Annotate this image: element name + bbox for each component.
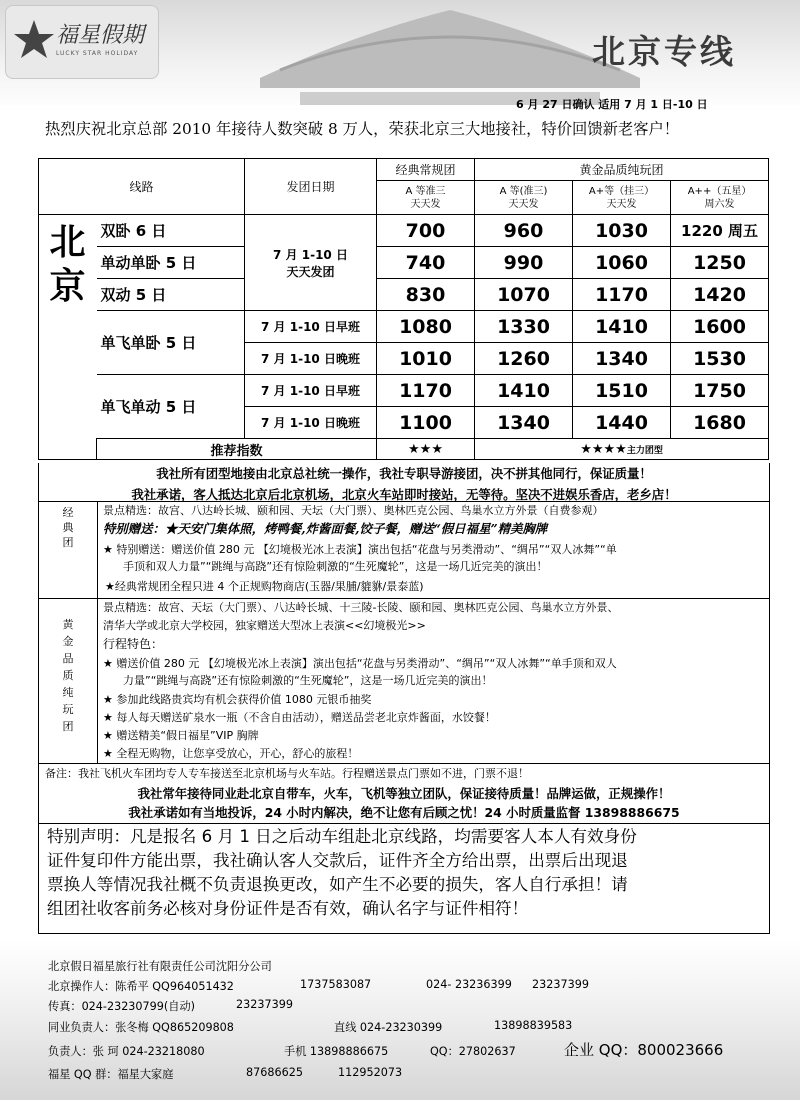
label-char: 典 <box>62 521 74 534</box>
city-char-2: 京 <box>49 266 86 307</box>
city-char-1: 北 <box>49 222 86 263</box>
gold-feature: ★ 赠送精美“假日福星”VIP 胸牌 <box>103 729 259 742</box>
classic-label <box>39 505 97 550</box>
price-cell: 1420 <box>671 279 769 311</box>
route-name: 双卧 6 日 <box>97 215 245 247</box>
label-char: 质 <box>62 669 74 682</box>
col-gold: 黄金品质纯玩团 <box>475 159 769 181</box>
section-divider <box>97 501 98 598</box>
declaration-box <box>38 823 770 934</box>
gold-spots: 景点精选：故宫、天坛（大门票）、八达岭长城、十三陵-长陵、颐和园、奥林匹克公园、鸟巢水立方外景、 <box>103 601 619 614</box>
gold-label <box>39 616 97 735</box>
date-line: 天天发团 <box>286 264 335 279</box>
declaration-line: 组团社收客前务必核对身份证件是否有效，确认名字与证件相符！ <box>47 899 529 918</box>
fax-label: 传真：024-23230799(自动) <box>48 1000 196 1013</box>
label-char: 经 <box>62 506 74 519</box>
headline: 热烈庆祝北京总部 2010 年接待人数突破 8 万人，荣获北京三大地接社，特价回馈新老客户！ <box>45 120 680 138</box>
price-cell: 1170 <box>377 375 475 407</box>
price-cell: 1340 <box>573 343 671 375</box>
classic-show-line: ★ 特别赠送：赠送价值 280 元 【幻境极光冰上表演】演出包括“花盘与另类滑动”、“绸吊”“双人冰舞”“单 <box>103 543 617 556</box>
sub-header-cell <box>377 181 475 215</box>
gold-spots: 清华大学或北京大学校园，独家赠送大型冰上表演<<幻境极光>> <box>103 619 426 632</box>
classic-section <box>38 501 770 599</box>
date-line: 7 月 1-10 日 <box>273 247 348 262</box>
route-name: 单飞单卧 5 日 <box>97 311 245 375</box>
star-logo-icon <box>12 18 56 62</box>
date-group <box>245 215 377 311</box>
operator-label: 北京操作人：陈希平 QQ964051432 <box>48 980 234 993</box>
date-cell: 7 月 1-10 日早班 <box>245 375 377 407</box>
gold-feature: ★ 赠送价值 280 元 【幻境极光冰上表演】演出包括“花盘与另类滑动”、“绸吊”“双人冰舞”“单手顶和双人 <box>103 657 617 670</box>
classic-show-line: 手顶和双人力量”“跳绳与高跷”还有惊险刺激的“生死魔轮”，这是一场几近完美的演出！ <box>123 560 548 573</box>
schedule-label: 天天发 <box>508 198 539 210</box>
page-title: 北京专线 <box>592 32 736 71</box>
section-divider <box>97 598 98 763</box>
label-char: 金 <box>62 635 74 648</box>
price-cell: 740 <box>377 247 475 279</box>
gold-feature-title: 行程特色： <box>103 637 164 651</box>
group-number: 87686625 <box>246 1066 303 1079</box>
gold-section <box>38 598 770 764</box>
sub-header-cell <box>475 181 573 215</box>
operator-phone: 23237399 <box>532 978 589 991</box>
route-name: 双动 5 日 <box>97 279 245 311</box>
col-route: 线路 <box>39 159 245 215</box>
operator-phone: 024- 23236399 <box>426 978 512 991</box>
price-cell: 1260 <box>475 343 573 375</box>
city-cell <box>39 215 97 460</box>
gold-feature: ★ 每人每天赠送矿泉水一瓶（不含自由活动），赠送品尝老北京炸酱面，水饺餐！ <box>103 711 496 724</box>
route-name: 单动单卧 5 日 <box>97 247 245 279</box>
price-cell: 1440 <box>573 407 671 439</box>
label-char: 团 <box>62 720 74 733</box>
route-name: 单飞单动 5 日 <box>97 375 245 439</box>
grade-label: A 等(准三) <box>499 185 548 197</box>
peer-direct: 直线 024-23230399 <box>334 1021 443 1034</box>
price-cell: 1080 <box>377 311 475 343</box>
group-number: 112952073 <box>338 1066 403 1079</box>
group-label: 福星 QQ 群：福星大家庭 <box>48 1068 174 1081</box>
price-cell: 1010 <box>377 343 475 375</box>
price-cell: 1680 <box>671 407 769 439</box>
logo-text: 福星假期 <box>56 23 145 48</box>
grade-label: A+等（挂三） <box>588 185 655 197</box>
logo-subtitle: LUCKY STAR HOLIDAY <box>56 50 139 57</box>
classic-shops: ★经典常规团全程只进 4 个正规购物商店(玉器/果脯/貔貅/景泰蓝) <box>105 580 424 593</box>
price-cell: 1750 <box>671 375 769 407</box>
peer-label: 同业负责人：张冬梅 QQ865209808 <box>48 1021 234 1034</box>
label-char: 玩 <box>62 703 74 716</box>
date-cell: 7 月 1-10 日早班 <box>245 311 377 343</box>
rules-line: 我社所有团型地接由北京总社统一操作，我社专职导游接团，决不拼其他同行，保证质量！ <box>156 466 652 481</box>
chief-label: 负责人：张 珂 024-23218080 <box>48 1045 205 1058</box>
price-cell: 990 <box>475 247 573 279</box>
price-cell: 1530 <box>671 343 769 375</box>
sub-header-cell <box>671 181 769 215</box>
gold-feature: ★ 参加此线路贵宾均有机会获得价值 1080 元银币抽奖 <box>103 693 372 706</box>
label-char: 黄 <box>62 618 74 631</box>
recommend-gold <box>475 439 769 460</box>
grade-label: A 等准三 <box>405 185 446 197</box>
price-cell: 1170 <box>573 279 671 311</box>
price-cell: 830 <box>377 279 475 311</box>
grade-label: A++（五星） <box>687 185 752 197</box>
chief-qq: QQ：27802637 <box>430 1045 516 1058</box>
schedule-label: 周六发 <box>704 198 735 210</box>
recommend-label: 推荐指数 <box>97 439 377 460</box>
price-cell: 1330 <box>475 311 573 343</box>
price-cell: 1340 <box>475 407 573 439</box>
classic-spots: 景点精选：故宫、八达岭长城、颐和园、天坛（大门票）、奥林匹克公园、鸟巢水立方外景（自费参观） <box>103 504 604 517</box>
price-cell: 1060 <box>573 247 671 279</box>
classic-gift: 特别赠送：★天安门集体照，烤鸭餐,炸酱面餐,饺子餐，赠送“假日福星”精美胸牌 <box>103 521 548 536</box>
peer-mobile: 13898839583 <box>494 1019 573 1032</box>
company-name: 北京假日福星旅行社有限责任公司沈阳分公司 <box>48 960 272 973</box>
price-cell: 1600 <box>671 311 769 343</box>
declaration-line: 特别声明：凡是报名 6 月 1 日之后动车组赴北京线路，均需要客人本人有效身份 <box>47 827 637 846</box>
price-cell: 1250 <box>671 247 769 279</box>
price-cell: 1410 <box>475 375 573 407</box>
gold-feature: 力量”“跳绳与高跷”还有惊险刺激的“生死魔轮”，这是一场几近完美的演出！ <box>123 674 493 687</box>
price-cell: 1030 <box>573 215 671 247</box>
schedule-label: 天天发 <box>606 198 637 210</box>
price-cell: 1510 <box>573 375 671 407</box>
confirm-date: 6 月 27 日确认 适用 7 月 1 日-10 日 <box>516 98 708 111</box>
enterprise-qq: 企业 QQ：800023666 <box>564 1041 724 1059</box>
recommend-classic: ★★★ <box>377 439 475 460</box>
price-cell: 1410 <box>573 311 671 343</box>
notes-box <box>38 763 770 824</box>
chief-mobile: 手机 13898886675 <box>284 1045 389 1058</box>
gold-feature: ★ 全程无购物，让您享受放心，开心，舒心的旅程！ <box>103 747 359 760</box>
price-table <box>38 158 769 460</box>
price-cell: 700 <box>377 215 475 247</box>
declaration-line: 票换人等情况我社概不负责退换更改，如产生不必要的损失，客人自行承担！请 <box>47 875 628 894</box>
notes-line: 我社承诺如有当地投诉，24 小时内解决，绝不让您有后顾之忧！24 小时质量监督 13898886675 <box>128 805 680 820</box>
notes-line: 我社常年接待同业赴北京自带车，火车，飞机等独立团队，保证接待质量！品牌运做，正规操作！ <box>137 786 671 801</box>
sub-header-cell <box>573 181 671 215</box>
price-cell: 1070 <box>475 279 573 311</box>
remark: 备注：我社飞机火车团均专人专车接送至北京机场与火车站。行程赠送景点门票如不进，门票不退！ <box>45 767 529 780</box>
recommend-gold-note: 主力团型 <box>626 445 663 456</box>
col-classic: 经典常规团 <box>377 159 475 181</box>
palace-roof-graphic <box>260 0 640 105</box>
label-char: 团 <box>62 536 74 549</box>
declaration-line: 证件复印件方能出票，我社确认客人交款后，证件齐全方给出票，出票后出现退 <box>47 851 628 870</box>
fax-number: 23237399 <box>236 998 293 1011</box>
rules-box <box>38 463 770 502</box>
col-date: 发团日期 <box>245 159 377 215</box>
label-char: 品 <box>62 652 74 665</box>
operator-phone: 1737583087 <box>300 978 372 991</box>
price-cell: 1220 周五 <box>671 215 769 247</box>
date-cell: 7 月 1-10 日晚班 <box>245 407 377 439</box>
price-cell: 960 <box>475 215 573 247</box>
price-cell: 1100 <box>377 407 475 439</box>
rules-line: 我社承诺，客人抵达北京后北京机场，北京火车站即时接站，无等待。坚决不进娱乐香店，老乡店！ <box>131 487 677 502</box>
label-char: 纯 <box>62 686 74 699</box>
recommend-gold-stars: ★★★★ <box>580 441 627 457</box>
date-cell: 7 月 1-10 日晚班 <box>245 343 377 375</box>
schedule-label: 天天发 <box>410 198 441 210</box>
